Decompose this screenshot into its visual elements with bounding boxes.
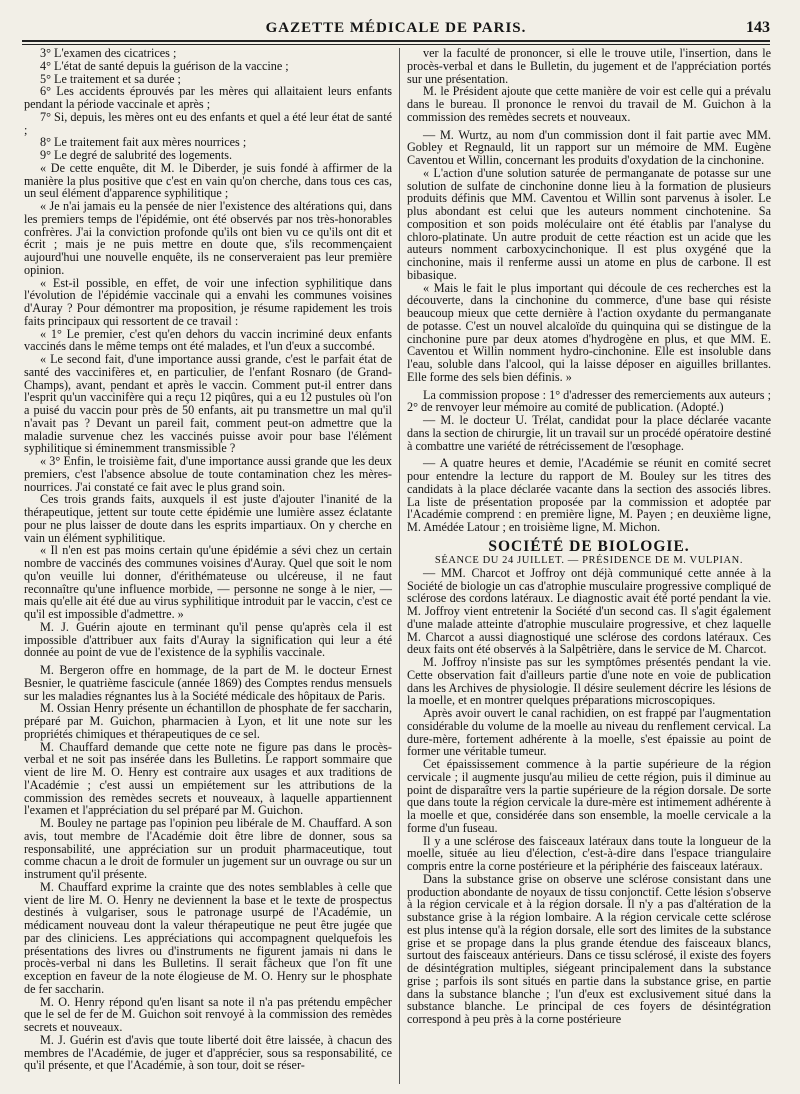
section-subheading: SÉANCE DU 24 JUILLET. — PRÉSIDENCE DE M. VULPIAN. <box>434 554 744 566</box>
paragraph: « Il n'en est pas moins certain qu'une épidémie a sévi chez un certain nombre de vaccinés des communes voisines d'Auray. Quel que soit le nom qu'on veuille lui donner, d'érithémateuse ou ulcéreuse, il ne faut reconnaître qu'une influence morbide, — personne ne songe à le nier, — mais qu'elle ait été due au virus syphilitique introduit par le vaccin, c'est ce qu'il est impossible d'admettre. » <box>24 543 392 621</box>
paragraph: M. O. Henry répond qu'en lisant sa note il n'a pas prétendu empêcher que le sel de fer de M. Guichon soit renvoyé à la commission des remèdes secrets et nouveaux. <box>24 994 392 1034</box>
paragraph: M. Bouley ne partage pas l'opinion peu libérale de M. Chauffard. A son avis, tout membre de l'Académie doit être libre de donner, sous sa responsabilité, une appréciation sur un produit pharmaceutique, tout comme chacun a le droit de formuler un jugement sur un ouvrage ou sur un instrument qu'il présente. <box>24 816 392 881</box>
paragraph: M. Ossian Henry présente un échantillon de phosphate de fer saccharin, préparé par M. Guichon, pharmacien à Lyon, et lit une note sur les propriétés chimiques et thérapeutiques de ce sel. <box>24 701 392 741</box>
paragraph: « Mais le fait le plus important qui découle de ces recherches est la découverte, dans la cinchonine du commerce, d'une base qui résiste beaucoup mieux que cette dernière à l'action oxydante du permanganate de potasse. C'est un nouvel alcaloïde du quinquina qui se distingue de la cinchonine pure par deux atomes d'hydrogène en plus, et que MM. E. Caventou et Willin nomment hydro-cinchonine. Elle est insoluble dans l'eau, soluble dans l'alcool, qui la laisse déposer en aiguilles brillantes. Elle forme des sels bien définis. » <box>407 280 771 384</box>
paragraph: « Le second fait, d'une importance aussi grande, c'est le parfait état de santé des vaccinifères et, en particulier, de l'enfant Rosnaro (de Grand-Champs), avant, pendant et après le vaccin. Comment put-il entrer dans l'esprit qu'un vaccinifère qui a reçu 12 piqûres, qui a eu 12 pustules où l'on a puisé du vaccin pour près de 50 enfants, ait pu transmettre un mal qu'il n'avait pas ? Devant un pareil fait, comment peut-on admettre que la maladie survenue chez les vaccinés puisse avoir pour base l'élément syphilitique si éminemment transmissible ? <box>24 352 392 456</box>
left-column <box>24 47 392 1072</box>
paragraph: 9° Le degré de salubrité des logements. <box>40 148 233 162</box>
paragraph: « 3° Enfin, le troisième fait, d'une importance aussi grande que les deux premiers, c'est l'absence absolue de toute contamination chez les mères-nourrices. J'ai constaté ce fait avec le plus grand soin. <box>24 454 392 494</box>
paragraph: 7° Si, depuis, les mères ont eu des enfants et quel a été leur état de santé ; <box>24 109 392 137</box>
paragraph: « Est-il possible, en effet, de voir une infection syphilitique dans l'évolution de l'épidémie vaccinale qui a envahi les communes voisines d'Auray ? Pour démontrer ma proposition, je résume rapidement les trois faits principaux qui ressortent de ce travail : <box>24 275 392 328</box>
right-column <box>407 47 771 1026</box>
paragraph: M. Bergeron offre en hommage, de la part de M. le docteur Ernest Besnier, le quatrième fascicule (année 1869) des Comptes rendus mensuels sur les maladies régnantes lus à la Société médicale des hôpitaux de Paris. <box>24 663 392 703</box>
paragraph: M. J. Guérin ajoute en terminant qu'il pense qu'après cela il est impossible d'attribuer aux faits d'Auray la signification qui leur a été donnée au point de vue de l'existence de la syphilis vaccinale. <box>24 619 392 660</box>
section-heading: SOCIÉTÉ DE BIOLOGIE. <box>488 537 690 555</box>
paragraph: Dans la substance grise on observe une sclérose consistant dans une production abondante de noyaux de tissu conjonctif. Cette lésion s'observe à la région cervicale et à la région dorsale. Il n'y a pas d'altération de la substance grise à la région lombaire. A la région cervicale cette sclérose est plus intense qu'à la région dorsale, elle sort des limites de la substance grise et se propage dans la plus grande étendue des faisceaux blancs, surtout des faisceaux antérieurs. Dans ce tissu sclérosé, il existe des foyers de désintégration multiples, siégeant principalement dans la substance grise ; parfois ils sont situés en partie dans la substance grise, en partie dans la substance blanche ; l'un d'eux est exclusivement situé dans la substance blanche. Le principal de ces foyers de désintégration correspond à peu près à la corne postérieure <box>407 871 771 1026</box>
page-number: 143 <box>746 19 770 36</box>
paragraph: 5° Le traitement et sa durée ; <box>40 71 181 86</box>
paragraph: M. Joffroy n'insiste pas sur les symptômes présentés pendant la vie. Cette observation fait d'ailleurs partie d'une note en voie de publication dans les Archives de physiologie. Il désire seulement décrire les lésions de la moelle, et en montrer quelques préparations microscopiques. <box>407 655 771 708</box>
column-divider <box>399 48 400 1084</box>
paragraph: — M. Wurtz, au nom d'un commission dont il fait partie avec MM. Gobley et Regnauld, lit un rapport sur un mémoire de MM. Eugène Caventou et Willin, concernant les produits d'oxydation de la cinchonine. <box>407 127 771 167</box>
paragraph: M. le Président ajoute que cette manière de voir est celle qui a prévalu dans le bureau. Il prononce le renvoi du travail de M. Guichon à la commission des remèdes secrets et nouveaux. <box>407 84 771 124</box>
paragraph: M. J. Guérin est d'avis que toute liberté doit être laissée, à chacun des membres de l'Académie, de juger et d'apprécier, sous sa responsabilité, ce qu'il présente, et que l'Académie, à son tour, doit se réser- <box>24 1032 392 1073</box>
paragraph: Il y a une sclérose des faisceaux latéraux dans toute la longueur de la moelle, située au lieu d'élection, c'est-à-dire dans l'espace triangulaire compris entre la corne postérieure et la périphérie des faisceaux latéraux. <box>407 833 771 873</box>
paragraph: Cet épaississement commence à la partie supérieure de la région cervicale ; il augmente jusqu'au milieu de cette région, puis il diminue au point de disparaître vers la partie supérieure de la région dorsale. De sorte que dans toute la région cervicale la dure-mère est intimement adhérente à la moelle et que, considérée dans son ensemble, la moelle cervicale a la forme d'un fuseau. <box>407 757 771 835</box>
paragraph: Ces trois grands faits, auxquels il est juste d'ajouter l'inanité de la thérapeutique, jettent sur toute cette épidémie une lumière assez éclatante pour ne plus laisser de doute dans les esprits impartiaux. On y cherche en vain un élément syphilitique. <box>24 492 392 545</box>
paragraph: M. Chauffard demande que cette note ne figure pas dans le procès-verbal et ne soit pas insérée dans les Bulletins. Le rapport sommaire que vient de lire M. O. Henry est contraire aux usages et aux traditions de l'Académie ; c'est aussi un empiétement sur les attributions de la commission des remèdes secrets et nouveaux, à laquelle appartiennent l'examen et l'appréciation du sel préparé par M. Guichon. <box>24 739 392 818</box>
header-rule <box>22 40 770 42</box>
paragraph: — A quatre heures et demie, l'Académie se réunit en comité secret pour entendre la lecture du rapport de M. Bouley sur les titres des candidats à la place déclarée vacante dans la section des associés libres. La liste de présentation proposée par la commission et adoptée par l'Académie comprend : en première ligne, M. Payen ; en deuxième ligne, M. Amédée Latour ; en troisième ligne, M. Michon. <box>407 456 771 534</box>
academie-continuation <box>407 47 771 534</box>
paragraph: 8° Le traitement fait aux mères nourrices ; <box>40 135 247 150</box>
paragraph: ver la faculté de prononcer, si elle le trouve utile, l'insertion, dans le procès-verbal et dans le Bulletin, du jugement et de l'appréciation portés sur une présentation. <box>407 46 771 86</box>
paragraph: M. Chauffard exprime la crainte que des notes semblables à celle que vient de lire M. O. Henry ne deviennent la base et le texte de prospectus destinés à vulgariser, sous le patronage usurpé de l'Académie, un médicament nouveau dont la valeur thérapeutique ne peut être jugée que par des cliniciens. Les appréciations qui accompagnent quelquefois les présentations des livres ou d'instruments ne figurent jamais ni dans le procès-verbal ni dans les Bulletins. Il serait fâcheux que l'on fît une exception en faveur de la note élogieuse de M. O. Henry sur le phosphate de fer saccharin. <box>24 879 392 996</box>
paragraph: 6° Les accidents éprouvés par les mères qui allaitaient leurs enfants pendant la période vaccinale et après ; <box>24 84 392 111</box>
paragraph: « Je n'ai jamais eu la pensée de nier l'existence des altérations qui, dans les premiers temps de l'épidémie, ont été observés par nos très-honorables confrères. J'ai la conviction profonde qu'ils ont bien vu ce qu'ils ont dit et écrit ; mais je ne puis mettre en doute que, s'ils recommençaient aujourd'hui une nouvelle enquête, ils ne conserveraient pas leur première opinion. <box>24 199 392 277</box>
paragraph: « 1° Le premier, c'est qu'en dehors du vaccin incriminé deux enfants vaccinés dans le même temps ont été malades, et l'un d'eux a succombé. <box>24 326 392 354</box>
biologie-report <box>407 567 771 1026</box>
paragraph: « De cette enquête, dit M. le Diberder, je suis fondé à affirmer de la manière la plus positive que c'est en vain qu'on cherche, dans tous ces cas, un seul élément d'apparence syphilitique ; <box>24 160 392 201</box>
journal-title: GAZETTE MÉDICALE DE PARIS. <box>265 20 527 36</box>
paragraph: « L'action d'une solution saturée de permanganate de potasse sur une solution de sulfate de cinchonine donne lieu à la formation de plusieurs produits définis que MM. Caventou et Willin sont parvenus à isoler. Le plus abondant est celui que les auteurs nomment cinchotenine. Sa composition et son poids moléculaire ont été établis par l'analyse du chloro-platinate. Un autre produit de cette réaction est un acide que les auteurs nomment carboxycinchonique. Il est plus oxygéné que la cinchonine, mais il renferme aussi un atome en plus de carbone. Il est bibasique. <box>407 165 771 282</box>
paragraph: Après avoir ouvert le canal rachidien, on est frappé par l'augmentation considérable du volume de la moelle au niveau du renflement cervical. La dure-mère, fortement adhérente à la moelle, s'est épaissie au point de former une véritable tumeur. <box>407 706 771 759</box>
paragraph: — MM. Charcot et Joffroy ont déjà communiqué cette année à la Société de biologie un cas d'atrophie musculaire progressive compliqué de sclérose des cordons latéraux. Le diagnostic avait été porté pendant la vie. M. Joffroy vient entretenir la Société d'un second cas. Il s'agit également d'une malade atteinte d'atrophie musculaire progressive, et chez laquelle M. Charcot a aussi diagnostiqué une sclérose des cordons latéraux. Ces deux faits ont été observés à la Salpêtrière, dans le service de M. Charcot. <box>407 565 771 657</box>
paragraph: 4° L'état de santé depuis la guérison de la vaccine ; <box>40 58 289 73</box>
paragraph: La commission propose : 1° d'adresser des remerciements aux auteurs ; 2° de renvoyer leur mémoire au comité de publication. (Adopté.) <box>407 387 771 415</box>
header-rule-thin <box>22 44 770 45</box>
paragraph: 3° L'examen des cicatrices ; <box>40 46 177 60</box>
paragraph: — M. le docteur U. Trélat, candidat pour la place déclarée vacante dans la section de chirurgie, lit un travail sur un procédé opératoire destiné à combattre une variété de rétrécissement de l'œsophage. <box>407 413 771 453</box>
